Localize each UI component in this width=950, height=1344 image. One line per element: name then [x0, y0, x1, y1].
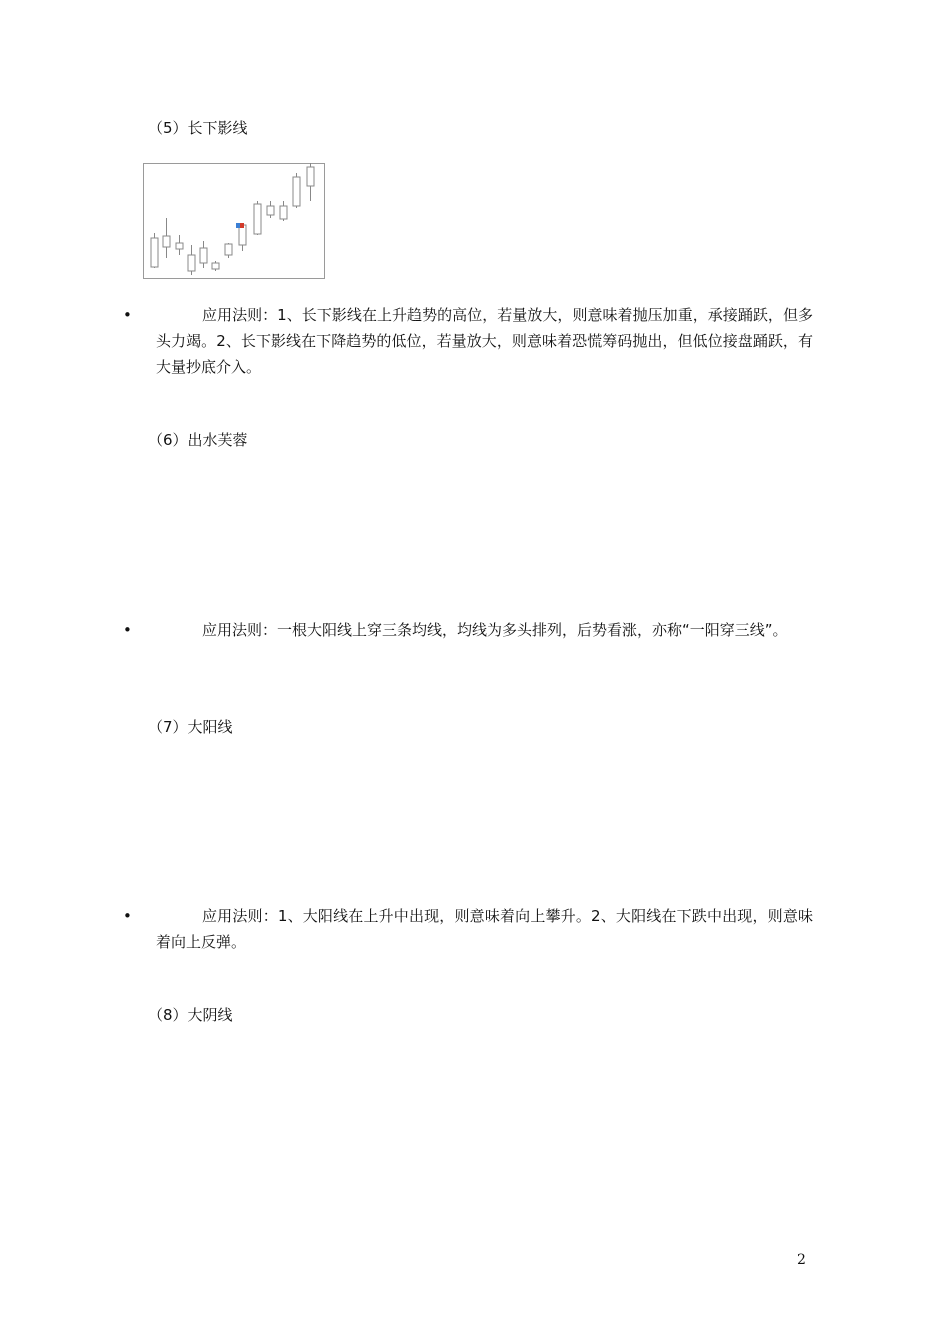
heading-8: （8）大阴线 — [148, 1006, 233, 1024]
candle-body — [225, 244, 232, 255]
heading-5: （5）长下影线 — [148, 119, 248, 137]
rule-text-6: 应用法则：一根大阳线上穿三条均线，均线为多头排列，后势看涨，亦称“一阳穿三线”。 — [202, 621, 788, 639]
candle-body — [280, 206, 287, 219]
bullet-dot: • — [123, 306, 132, 324]
candle-body — [293, 177, 300, 206]
marker-blue — [236, 223, 240, 228]
heading-7: （7）大阳线 — [148, 718, 233, 736]
candle-body — [212, 263, 219, 269]
candle-body — [200, 248, 207, 263]
candle-body — [188, 255, 195, 271]
candle-body — [151, 238, 158, 267]
bullet-block-5 — [123, 302, 813, 380]
rule-text-5: 应用法则：1、长下影线在上升趋势的高位，若量放大，则意味着抛压加重，承接踊跃，但多头力竭。2、长下影线在下降趋势的低位，若量放大，则意味着恐慌筹码抛出，但低位接盘踊跃，有大量抄底介入。 — [156, 306, 813, 376]
candle-body — [254, 204, 261, 234]
marker-red — [240, 223, 244, 228]
bullet-dot: • — [123, 907, 132, 925]
candle-body — [307, 167, 314, 186]
bullet-dot: • — [123, 621, 132, 639]
candlestick-chart-image — [143, 163, 325, 279]
candle-body — [267, 206, 274, 215]
candle-body — [163, 236, 170, 247]
page-number: 2 — [797, 1252, 806, 1268]
bullet-block-6 — [123, 617, 813, 643]
heading-6: （6）出水芙蓉 — [148, 431, 248, 449]
bullet-block-7 — [123, 903, 813, 955]
candle-body — [176, 243, 183, 249]
rule-text-7: 应用法则：1、大阳线在上升中出现，则意味着向上攀升。2、大阳线在下跌中出现，则意味着向上反弹。 — [156, 907, 813, 951]
